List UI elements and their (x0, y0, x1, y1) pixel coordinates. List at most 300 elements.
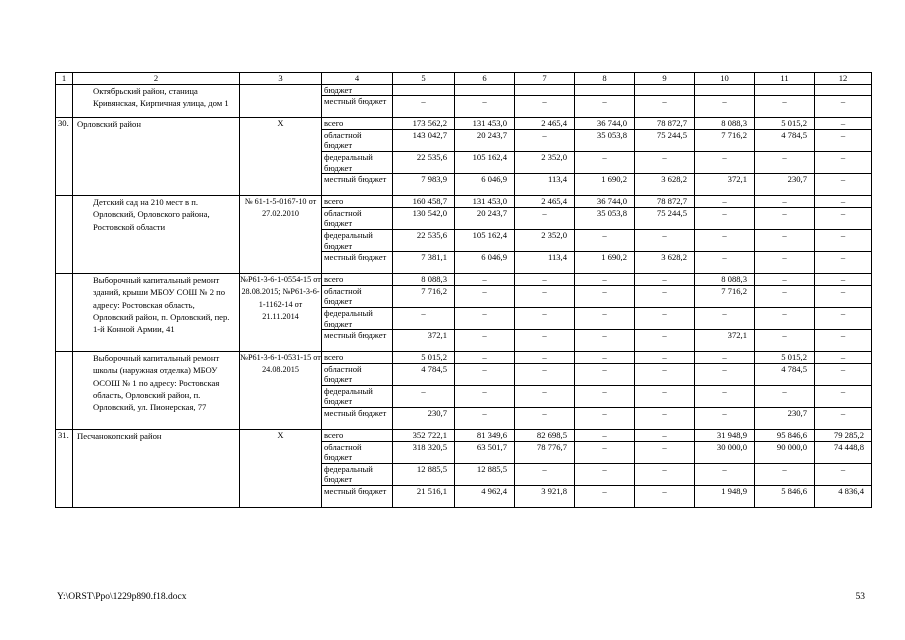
value-cell: – (815, 174, 872, 196)
value-cell: – (695, 385, 755, 407)
table-row (56, 330, 872, 352)
value-cell: – (575, 96, 635, 118)
value-cell: – (393, 307, 455, 329)
value-cell: – (815, 330, 872, 352)
value-cell: – (575, 274, 635, 286)
funding-source: федеральный бюджет (322, 229, 393, 251)
footer-page-number: 53 (855, 592, 865, 602)
value-cell: – (575, 385, 635, 407)
footer-file-path: Y:\ORST\Ppo\1229p890.f18.docx (57, 592, 187, 602)
value-cell: – (815, 363, 872, 385)
funding-source: областной бюджет (322, 129, 393, 151)
document-cell (240, 207, 322, 229)
value-cell: – (695, 96, 755, 118)
value-cell: – (695, 408, 755, 430)
value-cell: – (755, 96, 815, 118)
value-cell: – (635, 307, 695, 329)
row-number-cell (56, 174, 73, 196)
row-number-cell (56, 486, 73, 508)
document-cell (240, 252, 322, 274)
value-cell: 3 628,2 (635, 252, 695, 274)
value-cell: 31 948,9 (695, 430, 755, 442)
column-number: 6 (455, 73, 515, 85)
funding-source: всего (322, 430, 393, 442)
row-number-cell (56, 463, 73, 485)
value-cell: – (815, 408, 872, 430)
value-cell: 7 983,9 (393, 174, 455, 196)
value-cell: – (575, 285, 635, 307)
funding-source: областной бюджет (322, 363, 393, 385)
object-name-cell (73, 330, 240, 352)
value-cell: – (635, 408, 695, 430)
object-name: Октябрьский район, станица Кривянская, Кирпичная улица, дом 1 (93, 85, 229, 108)
value-cell: 8 088,3 (393, 274, 455, 286)
value-cell: – (695, 307, 755, 329)
object-name-cell (73, 486, 240, 508)
column-number: 1 (56, 73, 73, 85)
value-cell: 5 015,2 (755, 352, 815, 364)
value-cell: – (755, 285, 815, 307)
value-cell: 30 000,0 (695, 441, 755, 463)
object-name: Песчанокопский район (77, 431, 162, 442)
object-name-cell (73, 285, 240, 307)
table-row (56, 363, 872, 385)
table-row (56, 430, 872, 442)
object-name-cell (73, 363, 240, 385)
value-cell: 372,1 (695, 330, 755, 352)
object-name-cell (73, 151, 240, 173)
value-cell: – (755, 252, 815, 274)
value-cell: – (815, 129, 872, 151)
table-row (56, 174, 872, 196)
funding-source: местный бюджет (322, 96, 393, 118)
value-cell: – (575, 352, 635, 364)
row-number-cell (56, 385, 73, 407)
value-cell (815, 84, 872, 96)
column-number: 8 (575, 73, 635, 85)
table-row (56, 129, 872, 151)
value-cell: – (515, 274, 575, 286)
value-cell: 4 836,4 (815, 486, 872, 508)
value-cell: 2 465,4 (515, 196, 575, 208)
value-cell: 20 243,7 (455, 207, 515, 229)
value-cell: 8 088,3 (695, 274, 755, 286)
value-cell: – (815, 196, 872, 208)
value-cell: 372,1 (695, 174, 755, 196)
value-cell: – (515, 463, 575, 485)
value-cell: – (755, 385, 815, 407)
document-cell (240, 118, 322, 130)
value-cell (515, 84, 575, 96)
value-cell: 2 465,4 (515, 118, 575, 130)
value-cell: 8 088,3 (695, 118, 755, 130)
value-cell: – (635, 151, 695, 173)
value-cell: – (635, 352, 695, 364)
row-number-cell (56, 285, 73, 307)
value-cell: – (815, 229, 872, 251)
value-cell: 79 285,2 (815, 430, 872, 442)
value-cell: – (755, 151, 815, 173)
object-name-cell (73, 274, 240, 335)
document-cell (240, 307, 322, 329)
document-table (55, 72, 872, 508)
value-cell: – (393, 385, 455, 407)
table-row (56, 252, 872, 274)
value-cell: – (695, 229, 755, 251)
value-cell: 12 885,5 (393, 463, 455, 485)
document-cell (240, 196, 322, 219)
value-cell: – (575, 486, 635, 508)
funding-source: бюджет (322, 84, 393, 96)
funding-source: областной бюджет (322, 441, 393, 463)
object-name-cell (73, 196, 240, 232)
table-row (56, 229, 872, 251)
value-cell: – (575, 151, 635, 173)
row-number-cell (56, 352, 73, 364)
document-cell (240, 274, 322, 322)
table-row (56, 441, 872, 463)
document-cell (240, 229, 322, 251)
value-cell: – (695, 151, 755, 173)
object-name-cell (73, 352, 240, 413)
value-cell: 35 053,8 (575, 129, 635, 151)
value-cell: – (575, 229, 635, 251)
column-number: 11 (755, 73, 815, 85)
value-cell: 74 448,8 (815, 441, 872, 463)
document-cell (240, 430, 322, 442)
funding-source: местный бюджет (322, 486, 393, 508)
column-number: 5 (393, 73, 455, 85)
table-row (56, 274, 872, 286)
object-name-cell (73, 84, 240, 108)
object-name-cell (73, 229, 240, 251)
row-number-cell (56, 96, 73, 118)
table-row (56, 196, 872, 208)
value-cell: – (815, 252, 872, 274)
value-cell: – (515, 96, 575, 118)
value-cell: 173 562,2 (393, 118, 455, 130)
object-name-cell (73, 207, 240, 229)
funding-source: местный бюджет (322, 330, 393, 352)
value-cell: – (755, 307, 815, 329)
object-name-cell (73, 118, 240, 130)
value-cell: – (455, 307, 515, 329)
value-cell: – (695, 363, 755, 385)
object-name-cell (73, 252, 240, 274)
document-reference: №Р61-3-6-1-0531-15 от 24.08.2015 (240, 353, 321, 375)
value-cell: 4 962,4 (455, 486, 515, 508)
value-cell: – (635, 441, 695, 463)
value-cell: 1 948,9 (695, 486, 755, 508)
funding-source: местный бюджет (322, 408, 393, 430)
funding-source: федеральный бюджет (322, 385, 393, 407)
document-cell (240, 96, 322, 118)
value-cell: – (635, 385, 695, 407)
object-name-cell (73, 96, 240, 118)
value-cell: 130 542,0 (393, 207, 455, 229)
object-name: Детский сад на 210 мест в п. Орловский, Орловского района, Ростовской области (93, 197, 210, 232)
value-cell: 131 453,0 (455, 196, 515, 208)
document-cell (240, 174, 322, 196)
value-cell: 7 716,2 (695, 129, 755, 151)
row-number-cell (56, 274, 73, 286)
value-cell: – (755, 196, 815, 208)
value-cell: – (455, 385, 515, 407)
value-cell: 113,4 (515, 174, 575, 196)
value-cell: 105 162,4 (455, 229, 515, 251)
value-cell: – (455, 408, 515, 430)
value-cell: – (575, 463, 635, 485)
value-cell: – (455, 330, 515, 352)
funding-source: федеральный бюджет (322, 151, 393, 173)
value-cell: – (455, 363, 515, 385)
value-cell: – (815, 463, 872, 485)
value-cell: 230,7 (393, 408, 455, 430)
funding-source: всего (322, 352, 393, 364)
value-cell: – (515, 352, 575, 364)
value-cell: 20 243,7 (455, 129, 515, 151)
value-cell: 75 244,5 (635, 207, 695, 229)
value-cell: – (575, 430, 635, 442)
value-cell: 36 744,0 (575, 196, 635, 208)
table-row (56, 463, 872, 485)
value-cell: 352 722,1 (393, 430, 455, 442)
value-cell (575, 84, 635, 96)
table-row (56, 408, 872, 430)
object-name-cell (73, 441, 240, 463)
value-cell: 230,7 (755, 408, 815, 430)
table-row (56, 151, 872, 173)
row-number-cell (56, 84, 73, 96)
row-number-cell (56, 307, 73, 329)
document-cell (240, 363, 322, 385)
value-cell: – (635, 285, 695, 307)
row-number-cell (56, 441, 73, 463)
value-cell: – (695, 252, 755, 274)
value-cell: – (755, 330, 815, 352)
document-cell (240, 441, 322, 463)
value-cell: 12 885,5 (455, 463, 515, 485)
value-cell: 22 535,6 (393, 151, 455, 173)
value-cell: – (575, 363, 635, 385)
document-reference: Х (277, 431, 284, 441)
row-number-cell (56, 408, 73, 430)
value-cell: – (815, 274, 872, 286)
value-cell: – (695, 207, 755, 229)
value-cell: – (635, 274, 695, 286)
funding-source: всего (322, 118, 393, 130)
value-cell: – (635, 330, 695, 352)
funding-source: областной бюджет (322, 207, 393, 229)
row-number-cell (56, 252, 73, 274)
funding-source: всего (322, 274, 393, 286)
row-number-cell (56, 229, 73, 251)
value-cell: – (455, 352, 515, 364)
value-cell: 95 846,6 (755, 430, 815, 442)
document-cell (240, 385, 322, 407)
value-cell: – (515, 330, 575, 352)
table-row (56, 307, 872, 329)
value-cell: – (455, 274, 515, 286)
value-cell: 78 776,7 (515, 441, 575, 463)
value-cell: 7 381,1 (393, 252, 455, 274)
funding-source: местный бюджет (322, 174, 393, 196)
object-name-cell (73, 385, 240, 407)
document-reference: Х (277, 119, 284, 129)
value-cell: – (575, 441, 635, 463)
document-cell (240, 408, 322, 430)
value-cell: – (755, 463, 815, 485)
value-cell: 1 690,2 (575, 174, 635, 196)
value-cell: – (755, 207, 815, 229)
column-number: 3 (240, 73, 322, 85)
value-cell: – (755, 229, 815, 251)
funding-source: всего (322, 196, 393, 208)
value-cell (455, 84, 515, 96)
value-cell: 36 744,0 (575, 118, 635, 130)
value-cell (695, 84, 755, 96)
funding-source: федеральный бюджет (322, 463, 393, 485)
value-cell: 2 352,0 (515, 151, 575, 173)
funding-source: областной бюджет (322, 285, 393, 307)
table-row (56, 96, 872, 118)
value-cell: 75 244,5 (635, 129, 695, 151)
value-cell: – (815, 151, 872, 173)
value-cell: 372,1 (393, 330, 455, 352)
value-cell: – (815, 307, 872, 329)
value-cell (755, 84, 815, 96)
value-cell: 160 458,7 (393, 196, 455, 208)
object-name-cell (73, 307, 240, 329)
value-cell: – (815, 352, 872, 364)
value-cell: 3 628,2 (635, 174, 695, 196)
table-row (56, 385, 872, 407)
value-cell: – (695, 352, 755, 364)
value-cell: 105 162,4 (455, 151, 515, 173)
value-cell: 2 352,0 (515, 229, 575, 251)
value-cell: 81 349,6 (455, 430, 515, 442)
value-cell: – (695, 463, 755, 485)
object-name: Выборочный капитальный ремонт школы (наружная отделка) МБОУ ОСОШ № 1 по адресу: Ростовская область, Орловский район, п. Орловский, ул. Пионерская, 77 (93, 353, 220, 413)
value-cell: – (515, 285, 575, 307)
value-cell: 4 784,5 (393, 363, 455, 385)
value-cell: 4 784,5 (755, 129, 815, 151)
value-cell: 5 846,6 (755, 486, 815, 508)
value-cell: 1 690,2 (575, 252, 635, 274)
document-cell (240, 352, 322, 375)
row-number-cell (56, 330, 73, 352)
value-cell: – (815, 207, 872, 229)
value-cell: 6 046,9 (455, 174, 515, 196)
document-reference: №Р61-3-6-1-0554-15 от 28.08.2015; №Р61-3-6-1-1162-14 от 21.11.2014 (240, 275, 321, 322)
row-number-cell: 31. (56, 430, 73, 442)
table-row (56, 352, 872, 364)
column-number: 7 (515, 73, 575, 85)
value-cell: – (455, 285, 515, 307)
value-cell: – (815, 96, 872, 118)
value-cell: – (815, 385, 872, 407)
object-name-cell (73, 129, 240, 151)
value-cell: 21 516,1 (393, 486, 455, 508)
document-reference: № 61-1-5-0167-10 от 27.02.2010 (244, 197, 317, 219)
row-number-cell (56, 151, 73, 173)
row-number-cell: 30. (56, 118, 73, 130)
document-cell (240, 330, 322, 352)
document-cell (240, 84, 322, 96)
value-cell: – (635, 430, 695, 442)
column-number: 9 (635, 73, 695, 85)
table-body (56, 84, 872, 507)
document-cell (240, 486, 322, 508)
document-cell (240, 285, 322, 307)
object-name-cell (73, 408, 240, 430)
value-cell: 82 698,5 (515, 430, 575, 442)
column-number: 10 (695, 73, 755, 85)
value-cell: – (575, 408, 635, 430)
row-number-cell (56, 129, 73, 151)
value-cell: 5 015,2 (393, 352, 455, 364)
value-cell: – (575, 330, 635, 352)
value-cell: 63 501,7 (455, 441, 515, 463)
value-cell: 78 872,7 (635, 118, 695, 130)
value-cell: – (635, 486, 695, 508)
value-cell: 318 320,5 (393, 441, 455, 463)
object-name: Орловский район (77, 119, 141, 130)
value-cell: 4 784,5 (755, 363, 815, 385)
document-cell (240, 129, 322, 151)
value-cell (635, 84, 695, 96)
value-cell: – (575, 307, 635, 329)
column-number: 2 (73, 73, 240, 85)
row-number-cell (56, 196, 73, 208)
value-cell: – (815, 285, 872, 307)
value-cell: – (635, 463, 695, 485)
object-name-cell (73, 174, 240, 196)
table-row (56, 84, 872, 96)
value-cell: – (695, 196, 755, 208)
value-cell: 131 453,0 (455, 118, 515, 130)
table-row (56, 207, 872, 229)
value-cell: 6 046,9 (455, 252, 515, 274)
value-cell: 90 000,0 (755, 441, 815, 463)
value-cell: 7 716,2 (695, 285, 755, 307)
value-cell: – (635, 96, 695, 118)
object-name: Выборочный капитальный ремонт зданий, крыши МБОУ СОШ № 2 по адресу: Ростовская область, Орловский район, п. Орловский, пер. 1-й Конной Армии, 41 (93, 275, 230, 335)
value-cell: – (515, 363, 575, 385)
value-cell: – (515, 207, 575, 229)
row-number-cell (56, 207, 73, 229)
value-cell: 230,7 (755, 174, 815, 196)
value-cell: 35 053,8 (575, 207, 635, 229)
table-row (56, 486, 872, 508)
document-cell (240, 463, 322, 485)
value-cell: – (815, 118, 872, 130)
value-cell: 7 716,2 (393, 285, 455, 307)
value-cell: 3 921,8 (515, 486, 575, 508)
value-cell: 78 872,7 (635, 196, 695, 208)
value-cell: 143 042,7 (393, 129, 455, 151)
value-cell: 5 015,2 (755, 118, 815, 130)
column-number: 4 (322, 73, 393, 85)
object-name-cell (73, 463, 240, 485)
value-cell: – (635, 229, 695, 251)
value-cell: – (515, 408, 575, 430)
funding-source: местный бюджет (322, 252, 393, 274)
table-row (56, 118, 872, 130)
funding-source: федеральный бюджет (322, 307, 393, 329)
column-number-row (56, 73, 872, 85)
value-cell: – (515, 307, 575, 329)
